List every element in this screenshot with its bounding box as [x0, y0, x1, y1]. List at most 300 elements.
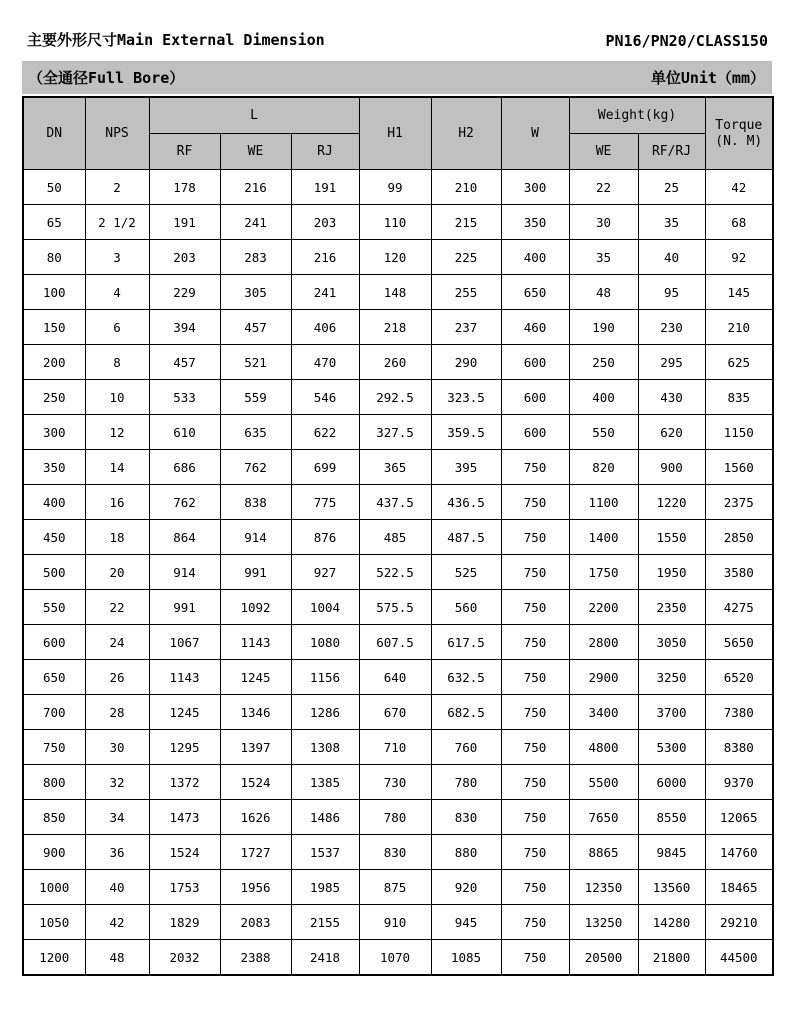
table-cell: 635 — [220, 415, 291, 450]
table-cell: 1397 — [220, 730, 291, 765]
table-cell: 750 — [501, 590, 569, 625]
table-cell: 457 — [149, 345, 220, 380]
table-cell: 237 — [431, 310, 501, 345]
table-cell: 1000 — [23, 870, 85, 905]
table-cell: 260 — [359, 345, 431, 380]
table-cell: 640 — [359, 660, 431, 695]
table-cell: 1626 — [220, 800, 291, 835]
table-cell: 400 — [569, 380, 638, 415]
table-cell: 945 — [431, 905, 501, 940]
table-cell: 600 — [501, 345, 569, 380]
table-cell: 750 — [501, 905, 569, 940]
table-cell: 18 — [85, 520, 149, 555]
table-cell: 2200 — [569, 590, 638, 625]
table-cell: 3700 — [638, 695, 705, 730]
table-cell: 780 — [431, 765, 501, 800]
table-cell: 750 — [501, 520, 569, 555]
content-area — [22, 26, 772, 976]
table-cell: 216 — [291, 240, 359, 275]
table-row — [23, 485, 773, 520]
unit-note-label: 单位Unit（mm） — [650, 69, 765, 87]
table-cell: 4800 — [569, 730, 638, 765]
col-header-h2: H2 — [431, 97, 501, 170]
table-cell: 1385 — [291, 765, 359, 800]
table-row — [23, 800, 773, 835]
table-cell: 2900 — [569, 660, 638, 695]
table-cell: 2800 — [569, 625, 638, 660]
table-cell: 750 — [501, 730, 569, 765]
table-cell: 26 — [85, 660, 149, 695]
table-row — [23, 940, 773, 976]
table-cell: 365 — [359, 450, 431, 485]
table-cell: 215 — [431, 205, 501, 240]
table-cell: 876 — [291, 520, 359, 555]
table-cell: 2 1/2 — [85, 205, 149, 240]
table-cell: 1156 — [291, 660, 359, 695]
table-cell: 670 — [359, 695, 431, 730]
table-cell: 9845 — [638, 835, 705, 870]
table-cell: 327.5 — [359, 415, 431, 450]
table-cell: 838 — [220, 485, 291, 520]
table-cell: 521 — [220, 345, 291, 380]
table-cell: 650 — [23, 660, 85, 695]
table-cell: 394 — [149, 310, 220, 345]
table-cell: 8 — [85, 345, 149, 380]
table-cell: 3400 — [569, 695, 638, 730]
table-cell: 1550 — [638, 520, 705, 555]
table-cell: 1727 — [220, 835, 291, 870]
table-cell: 12 — [85, 415, 149, 450]
table-cell: 487.5 — [431, 520, 501, 555]
table-row — [23, 380, 773, 415]
table-cell: 525 — [431, 555, 501, 590]
table-cell: 1200 — [23, 940, 85, 976]
table-cell: 699 — [291, 450, 359, 485]
table-row — [23, 415, 773, 450]
torque-label-line1: Torque — [715, 117, 763, 133]
table-cell: 40 — [638, 240, 705, 275]
table-cell: 1245 — [149, 695, 220, 730]
table-cell: 575.5 — [359, 590, 431, 625]
table-cell: 1524 — [149, 835, 220, 870]
table-cell: 900 — [638, 450, 705, 485]
table-cell: 762 — [220, 450, 291, 485]
table-cell: 1070 — [359, 940, 431, 976]
table-cell: 22 — [85, 590, 149, 625]
table-cell: 2418 — [291, 940, 359, 976]
table-cell: 250 — [569, 345, 638, 380]
table-cell: 1524 — [220, 765, 291, 800]
table-cell: 68 — [705, 205, 773, 240]
table-cell: 255 — [431, 275, 501, 310]
table-cell: 437.5 — [359, 485, 431, 520]
table-row — [23, 240, 773, 275]
table-cell: 920 — [431, 870, 501, 905]
table-cell: 35 — [569, 240, 638, 275]
table-cell: 29210 — [705, 905, 773, 940]
table-cell: 457 — [220, 310, 291, 345]
table-cell: 2155 — [291, 905, 359, 940]
table-cell: 14760 — [705, 835, 773, 870]
table-cell: 2388 — [220, 940, 291, 976]
table-cell: 16 — [85, 485, 149, 520]
pressure-class-label: PN16/PN20/CLASS150 — [605, 32, 768, 50]
table-cell: 1286 — [291, 695, 359, 730]
table-cell: 1400 — [569, 520, 638, 555]
table-cell: 620 — [638, 415, 705, 450]
dimension-table — [22, 96, 774, 976]
table-row — [23, 765, 773, 800]
table-cell: 25 — [638, 170, 705, 205]
table-cell: 28 — [85, 695, 149, 730]
table-cell: 546 — [291, 380, 359, 415]
table-cell: 2375 — [705, 485, 773, 520]
table-cell: 1050 — [23, 905, 85, 940]
table-cell: 927 — [291, 555, 359, 590]
table-cell: 6000 — [638, 765, 705, 800]
table-cell: 8865 — [569, 835, 638, 870]
table-cell: 300 — [501, 170, 569, 205]
col-header-weight-group: Weight(kg) — [569, 97, 705, 134]
table-cell: 485 — [359, 520, 431, 555]
table-cell: 700 — [23, 695, 85, 730]
table-cell: 460 — [501, 310, 569, 345]
table-cell: 750 — [501, 800, 569, 835]
table-cell: 820 — [569, 450, 638, 485]
table-row — [23, 625, 773, 660]
table-cell: 80 — [23, 240, 85, 275]
table-cell: 750 — [23, 730, 85, 765]
table-cell: 210 — [431, 170, 501, 205]
subtitle-bar — [22, 61, 772, 94]
table-cell: 800 — [23, 765, 85, 800]
table-cell: 991 — [220, 555, 291, 590]
table-cell: 10 — [85, 380, 149, 415]
table-cell: 295 — [638, 345, 705, 380]
table-cell: 1753 — [149, 870, 220, 905]
table-cell: 750 — [501, 835, 569, 870]
table-cell: 835 — [705, 380, 773, 415]
table-cell: 32 — [85, 765, 149, 800]
table-cell: 880 — [431, 835, 501, 870]
table-cell: 914 — [220, 520, 291, 555]
table-cell: 650 — [501, 275, 569, 310]
table-row — [23, 870, 773, 905]
table-cell: 1537 — [291, 835, 359, 870]
table-cell: 600 — [501, 415, 569, 450]
table-cell: 8550 — [638, 800, 705, 835]
table-cell: 30 — [569, 205, 638, 240]
table-row — [23, 590, 773, 625]
col-header-l-group: L — [149, 97, 359, 134]
table-cell: 1150 — [705, 415, 773, 450]
table-cell: 95 — [638, 275, 705, 310]
table-cell: 617.5 — [431, 625, 501, 660]
table-cell: 610 — [149, 415, 220, 450]
table-cell: 2350 — [638, 590, 705, 625]
table-cell: 241 — [291, 275, 359, 310]
table-cell: 2032 — [149, 940, 220, 976]
table-cell: 2083 — [220, 905, 291, 940]
table-row — [23, 730, 773, 765]
table-cell: 92 — [705, 240, 773, 275]
table-cell: 292.5 — [359, 380, 431, 415]
table-cell: 18465 — [705, 870, 773, 905]
table-cell: 4275 — [705, 590, 773, 625]
table-cell: 7380 — [705, 695, 773, 730]
table-cell: 12350 — [569, 870, 638, 905]
dimension-table-body — [23, 170, 773, 976]
table-cell: 6 — [85, 310, 149, 345]
table-cell: 190 — [569, 310, 638, 345]
table-cell: 145 — [705, 275, 773, 310]
table-cell: 35 — [638, 205, 705, 240]
col-header-l-rf: RF — [149, 134, 220, 170]
table-cell: 323.5 — [431, 380, 501, 415]
table-cell: 191 — [291, 170, 359, 205]
table-cell: 991 — [149, 590, 220, 625]
table-cell: 191 — [149, 205, 220, 240]
table-cell: 3580 — [705, 555, 773, 590]
table-cell: 730 — [359, 765, 431, 800]
table-cell: 150 — [23, 310, 85, 345]
table-cell: 750 — [501, 660, 569, 695]
table-cell: 625 — [705, 345, 773, 380]
table-cell: 210 — [705, 310, 773, 345]
table-cell: 5300 — [638, 730, 705, 765]
table-cell: 20 — [85, 555, 149, 590]
table-cell: 2 — [85, 170, 149, 205]
table-cell: 7650 — [569, 800, 638, 835]
table-row — [23, 660, 773, 695]
table-cell: 225 — [431, 240, 501, 275]
table-cell: 500 — [23, 555, 85, 590]
table-cell: 436.5 — [431, 485, 501, 520]
table-cell: 48 — [569, 275, 638, 310]
table-cell: 1092 — [220, 590, 291, 625]
table-cell: 830 — [431, 800, 501, 835]
table-cell: 682.5 — [431, 695, 501, 730]
table-cell: 750 — [501, 555, 569, 590]
table-cell: 229 — [149, 275, 220, 310]
table-cell: 395 — [431, 450, 501, 485]
table-cell: 1220 — [638, 485, 705, 520]
table-cell: 230 — [638, 310, 705, 345]
table-cell: 5650 — [705, 625, 773, 660]
table-cell: 13560 — [638, 870, 705, 905]
header-row-top — [23, 97, 773, 134]
table-cell: 750 — [501, 450, 569, 485]
table-row — [23, 835, 773, 870]
table-cell: 203 — [291, 205, 359, 240]
table-cell: 1004 — [291, 590, 359, 625]
table-row — [23, 520, 773, 555]
table-cell: 1295 — [149, 730, 220, 765]
table-cell: 760 — [431, 730, 501, 765]
table-cell: 900 — [23, 835, 85, 870]
table-row — [23, 310, 773, 345]
table-cell: 218 — [359, 310, 431, 345]
table-cell: 200 — [23, 345, 85, 380]
col-header-dn: DN — [23, 97, 85, 170]
table-cell: 875 — [359, 870, 431, 905]
col-header-w: W — [501, 97, 569, 170]
table-cell: 533 — [149, 380, 220, 415]
table-cell: 2850 — [705, 520, 773, 555]
table-cell: 99 — [359, 170, 431, 205]
table-cell: 750 — [501, 870, 569, 905]
table-cell: 1080 — [291, 625, 359, 660]
table-cell: 775 — [291, 485, 359, 520]
table-cell: 24 — [85, 625, 149, 660]
table-cell: 607.5 — [359, 625, 431, 660]
table-cell: 6520 — [705, 660, 773, 695]
table-cell: 750 — [501, 765, 569, 800]
table-cell: 850 — [23, 800, 85, 835]
table-cell: 350 — [501, 205, 569, 240]
table-cell: 686 — [149, 450, 220, 485]
table-cell: 8380 — [705, 730, 773, 765]
table-cell: 48 — [85, 940, 149, 976]
table-cell: 1143 — [149, 660, 220, 695]
table-cell: 400 — [501, 240, 569, 275]
table-cell: 50 — [23, 170, 85, 205]
col-header-weight-rfrj: RF/RJ — [638, 134, 705, 170]
col-header-l-we: WE — [220, 134, 291, 170]
table-cell: 100 — [23, 275, 85, 310]
table-cell: 910 — [359, 905, 431, 940]
table-cell: 550 — [569, 415, 638, 450]
table-row — [23, 345, 773, 380]
table-cell: 110 — [359, 205, 431, 240]
col-header-torque — [705, 97, 773, 170]
table-cell: 241 — [220, 205, 291, 240]
table-cell: 1486 — [291, 800, 359, 835]
table-row — [23, 275, 773, 310]
table-cell: 148 — [359, 275, 431, 310]
table-cell: 914 — [149, 555, 220, 590]
table-cell: 359.5 — [431, 415, 501, 450]
title-row — [22, 26, 772, 50]
table-row — [23, 205, 773, 240]
table-cell: 780 — [359, 800, 431, 835]
torque-label-line2: (N. M) — [715, 133, 763, 149]
bore-note-label: （全通径Full Bore） — [28, 69, 185, 87]
table-cell: 1308 — [291, 730, 359, 765]
page-title: 主要外形尺寸Main External Dimension — [27, 31, 325, 49]
table-row — [23, 905, 773, 940]
table-cell: 4 — [85, 275, 149, 310]
table-cell: 1245 — [220, 660, 291, 695]
table-cell: 1950 — [638, 555, 705, 590]
table-cell: 600 — [23, 625, 85, 660]
table-cell: 632.5 — [431, 660, 501, 695]
table-cell: 14 — [85, 450, 149, 485]
table-cell: 300 — [23, 415, 85, 450]
table-cell: 9370 — [705, 765, 773, 800]
table-cell: 44500 — [705, 940, 773, 976]
table-row — [23, 450, 773, 485]
table-cell: 21800 — [638, 940, 705, 976]
table-cell: 406 — [291, 310, 359, 345]
table-cell: 250 — [23, 380, 85, 415]
table-cell: 560 — [431, 590, 501, 625]
table-cell: 42 — [705, 170, 773, 205]
table-cell: 750 — [501, 695, 569, 730]
table-cell: 1372 — [149, 765, 220, 800]
table-cell: 1560 — [705, 450, 773, 485]
table-cell: 34 — [85, 800, 149, 835]
table-cell: 3250 — [638, 660, 705, 695]
table-row — [23, 695, 773, 730]
table-cell: 750 — [501, 625, 569, 660]
table-cell: 283 — [220, 240, 291, 275]
table-cell: 550 — [23, 590, 85, 625]
table-cell: 178 — [149, 170, 220, 205]
table-cell: 22 — [569, 170, 638, 205]
table-cell: 400 — [23, 485, 85, 520]
table-cell: 350 — [23, 450, 85, 485]
table-cell: 600 — [501, 380, 569, 415]
table-cell: 470 — [291, 345, 359, 380]
table-cell: 216 — [220, 170, 291, 205]
table-cell: 622 — [291, 415, 359, 450]
table-cell: 450 — [23, 520, 85, 555]
table-cell: 13250 — [569, 905, 638, 940]
table-cell: 1956 — [220, 870, 291, 905]
table-cell: 120 — [359, 240, 431, 275]
table-cell: 1750 — [569, 555, 638, 590]
table-cell: 290 — [431, 345, 501, 380]
table-cell: 3050 — [638, 625, 705, 660]
table-row — [23, 555, 773, 590]
table-cell: 762 — [149, 485, 220, 520]
table-cell: 14280 — [638, 905, 705, 940]
table-cell: 830 — [359, 835, 431, 870]
table-cell: 1067 — [149, 625, 220, 660]
col-header-h1: H1 — [359, 97, 431, 170]
table-cell: 203 — [149, 240, 220, 275]
table-cell: 710 — [359, 730, 431, 765]
col-header-nps: NPS — [85, 97, 149, 170]
table-cell: 1985 — [291, 870, 359, 905]
table-cell: 559 — [220, 380, 291, 415]
table-cell: 1346 — [220, 695, 291, 730]
table-cell: 305 — [220, 275, 291, 310]
table-cell: 36 — [85, 835, 149, 870]
table-cell: 864 — [149, 520, 220, 555]
col-header-l-rj: RJ — [291, 134, 359, 170]
table-cell: 40 — [85, 870, 149, 905]
table-cell: 750 — [501, 940, 569, 976]
table-header — [23, 97, 773, 170]
table-cell: 1829 — [149, 905, 220, 940]
table-cell: 65 — [23, 205, 85, 240]
table-cell: 1100 — [569, 485, 638, 520]
table-cell: 30 — [85, 730, 149, 765]
table-cell: 1085 — [431, 940, 501, 976]
table-cell: 5500 — [569, 765, 638, 800]
table-cell: 750 — [501, 485, 569, 520]
table-cell: 3 — [85, 240, 149, 275]
table-cell: 430 — [638, 380, 705, 415]
table-row — [23, 170, 773, 205]
table-cell: 1143 — [220, 625, 291, 660]
table-cell: 42 — [85, 905, 149, 940]
table-cell: 1473 — [149, 800, 220, 835]
table-cell: 12065 — [705, 800, 773, 835]
table-cell: 522.5 — [359, 555, 431, 590]
